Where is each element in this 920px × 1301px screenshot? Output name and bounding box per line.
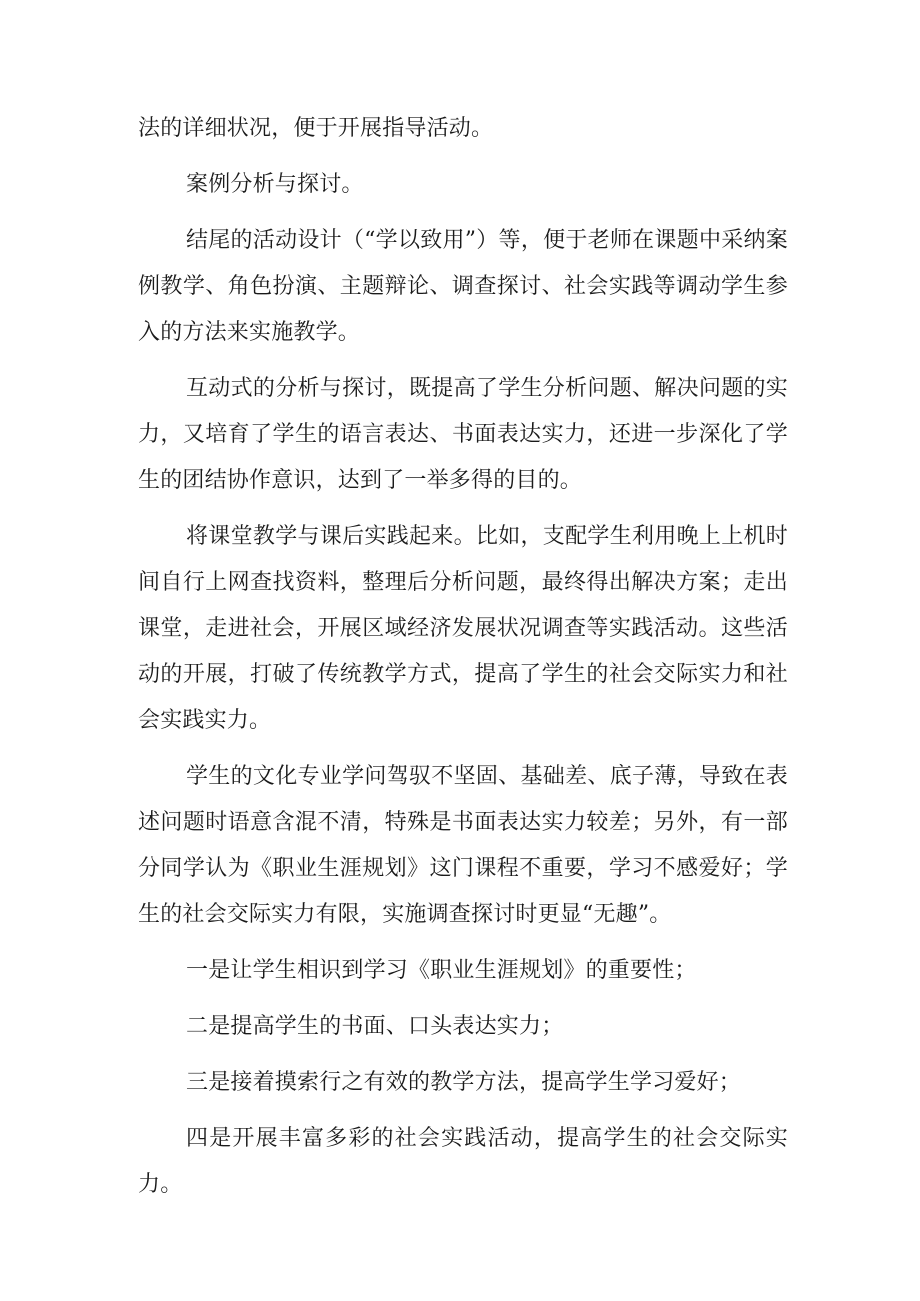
- paragraph: 互动式的分析与探讨，既提高了学生分析问题、解决问题的实力，又培育了学生的语言表达、书面表达实力，还进一步深化了学生的团结协作意识，达到了一举多得的目的。: [138, 376, 788, 493]
- paragraph-continuation: 法的详细状况，便于开展指导活动。: [138, 116, 494, 141]
- paragraph: 案例分析与探讨。: [186, 172, 364, 197]
- list-item: 四是开展丰富多彩的社会实践活动，提高学生的社会交际实力。: [138, 1126, 788, 1197]
- paragraph: 学生的文化专业学问驾驭不坚固、基础差、底子薄，导致在表述问题时语意含混不清，特殊是书面表达实力较差；另外，有一部分同学认为《职业生涯规划》这门课程不重要，学习不感爱好；学生的社会交际实力有限，实施调查探讨时更显“无趣”。: [138, 764, 788, 927]
- list-item: 三是接着摸索行之有效的教学方法，提高学生学习爱好；: [186, 1070, 742, 1095]
- document-body: [138, 106, 788, 1218]
- list-item: 一是让学生相识到学习《职业生涯规划》的重要性；: [186, 958, 697, 983]
- paragraph: 结尾的活动设计（“学以致用”）等，便于老师在课题中采纳案例教学、角色扮演、主题辩论、调查探讨、社会实践等调动学生参入的方法来实施教学。: [138, 228, 788, 345]
- list-item: 二是提高学生的书面、口头表达实力；: [186, 1014, 564, 1039]
- paragraph: 将课堂教学与课后实践起来。比如，支配学生利用晚上上机时间自行上网查找资料，整理后分析问题，最终得出解决方案；走出课堂，走进社会，开展区域经济发展状况调查等实践活动。这些活动的开展，打破了传统教学方式，提高了学生的社会交际实力和社会实践实力。: [138, 524, 788, 733]
